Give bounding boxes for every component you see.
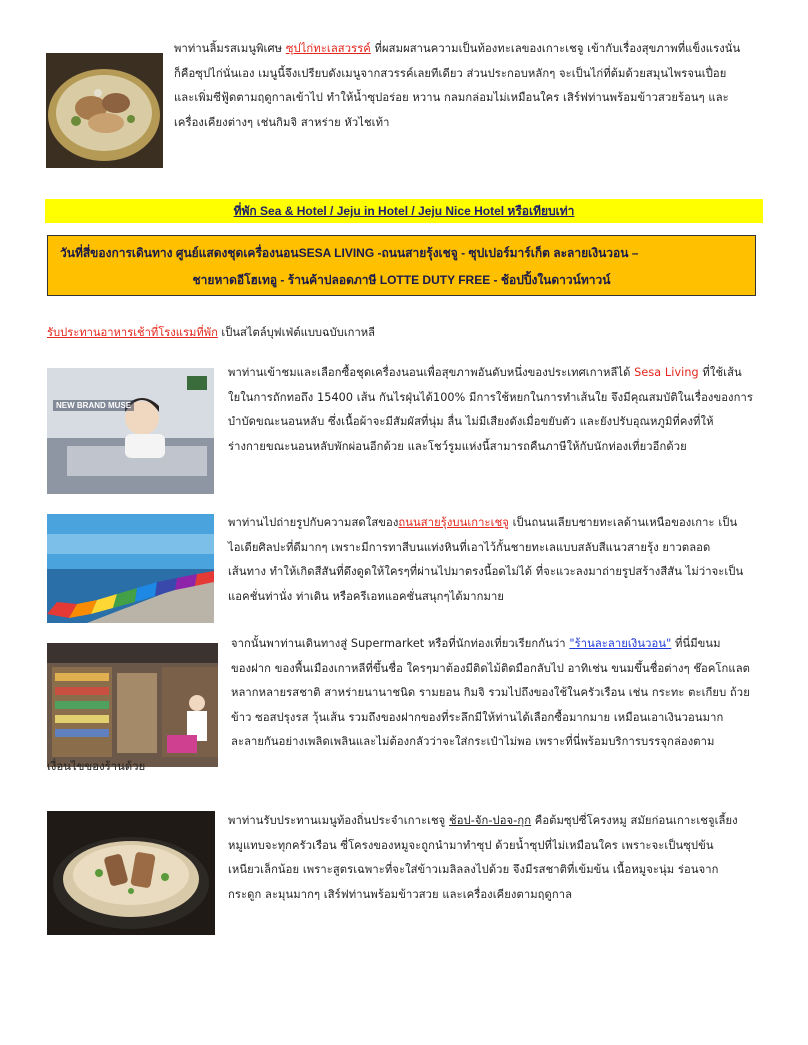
hotel-banner: ที่พัก Sea & Hotel / Jeju in Hotel / Jeju Nice Hotel หรือเทียบเท่า <box>45 199 763 223</box>
rainbow-road-description: พาท่านไปถ่ายรูปกับความสดใสของถนนสายรุ้งบนเกาะเชจู เป็นถนนเลียบชายทะเลด้านเหนือของเกาะ เป็น ไอเดียศิลปะที่ดีมากๆ เพราะมีการทาสีบนแท่งหินที่เอาไว้กั้นชายทะเลแบบสลับสีแนวสายรุ้ง ยาวตลอด เส้นทาง ทำให้เกิดสีสันที่ดึงดูดให้ใครๆที่ผ่านไปมาตรงนี้อดไม่ได้ ที่จะแวะลงมาถ่ายรูปสร้างสีสัน ไม่ว่าจะเป็น แอคชั่นท่านั่ง ท่าเดิน หรือครีเอทแอคชั่นสนุกๆได้มากมาย <box>228 516 744 603</box>
sesa-living-name: Sesa Living <box>634 366 699 379</box>
rainbow-road-photo <box>47 514 214 623</box>
chicken-soup-photo <box>46 53 163 168</box>
day-itinerary-line1: วันที่สี่ของการเดินทาง ศูนย์แสดงชุดเครื่องนอนSESA LIVING -ถนนสายรุ้งเชจู - ซุปเปอร์มาร์เก็ต ละลายเงินวอน – <box>60 246 639 260</box>
pork-rib-soup-photo <box>47 811 215 935</box>
sesa-photo-caption: NEW BRAND MUSE <box>53 400 134 411</box>
breakfast-note: รับประทานอาหารเช้าที่โรงแรมที่พัก เป็นสไตล์บุฟเฟ่ต์แบบฉบับเกาหลี <box>47 326 375 339</box>
pork-rib-soup-name: ช้อป-จัก-ปอจ-กุก <box>449 814 532 827</box>
supermarket-name: "ร้านละลายเงินวอน" <box>569 637 672 650</box>
sesa-living-description: พาท่านเข้าชมและเลือกซื้อชุดเครื่องนอนเพื่อสุขภาพอันดับหนึ่งของประเทศเกาหลีได้ Sesa Living ที่ใช้เส้น ใยในการถักทอถึง 15400 เส้น กันไรฝุ่นได้100% มีการใช้หยกในการทำเส้นใย จึงมีคุณสมบัติในเรื่องของการ บำบัดขณะนอนหลับ ซึ่งเนื้อผ้าจะมีสัมผัสที่นุ่ม ลื่น ไม่มีเสียงดังเมื่อขยับตัว และยังปรับอุณหภูมิที่คงที่ให้ ร่างกายขณะนอนหลับพักผ่อนอีกด้วย และโชว์รูมแห่งนี้สามารถคืนภาษีให้กับนักท่องเที่ยวอีกด้วย <box>228 366 753 453</box>
pork-rib-soup-description: พาท่านรับประทานเมนูท้องถิ่นประจำเกาะเชจู ช้อป-จัก-ปอจ-กุก คือต้มซุปซี่โครงหมู สมัยก่อนเกาะเชจูเลี้ยง หมูแทบจะทุกครัวเรือน ซี่โครงของหมูจะถูกนำมาทำซุป ด้วยน้ำซุปที่ไม่เหมือนใคร เพราะจะเป็นซุปข้น เหนียวเล็กน้อย เพราะสูตรเฉพาะที่จะใส่ข้าวเมลิลลงไปด้วย จึงมีรสชาติที่เข้มข้น เนื้อหมูจะนุ่ม ร่อนจาก กระดูก ละมุนมากๆ เสิร์ฟท่านพร้อมข้าวสวย และเครื่องเคียงตามฤดูกาล <box>228 814 738 901</box>
rainbow-road-name: ถนนสายรุ้งบนเกาะเชจู <box>398 516 509 529</box>
supermarket-description: จากนั้นพาท่านเดินทางสู่ Supermarket หรือที่นักท่องเที่ยวเรียกกันว่า "ร้านละลายเงินวอน" ที่นี่มีขนม ของฝาก ของพื้นเมืองเกาหลีที่ขึ้นชื่อ ใครๆมาต้องมีติดไม้ติดมือกลับไป อาทิเช่น ขนมขึ้นชื่อต่างๆ ช๊อคโกแลต หลากหลายรสชาติ สาหร่ายนานาชนิด รามยอน กิมจิ รวมไปถึงของใช้ในครัวเรือน เช่น กระทะ ตะเกียบ ถ้วย ข้าว ซอสปรุงรส วุ้นเส้น รวมถึงของฝากของที่ระลึกมีให้ท่านได้เลือกซื้อมากมาย เหมือนเอาเงินวอนมาก ละลายกันอย่างเพลิดเพลินและไม่ต้องกลัวว่าจะใส่กระเป๋าไม่พอ เพราะที่นี่พร้อมบริการบรรจุกล่องตาม เงื่อนไขของร้านด้วย <box>47 637 751 773</box>
sesa-living-photo <box>47 368 214 494</box>
breakfast-link: รับประทานอาหารเช้าที่โรงแรมที่พัก <box>47 326 218 339</box>
day-itinerary-banner <box>47 235 756 296</box>
chicken-soup-description: พาท่านลิ้มรสเมนูพิเศษ ซุปไก่ทะเลสวรรค์ ที่ผสมผสานความเป็นท้องทะเลของเกาะเชจู เข้ากับเรื่องสุขภาพที่แข็งแรงนั่น ก็คือซุปไก่นั่นเอง เมนูนี้จึงเปรียบดังเมนูจากสวรรค์เลยทีเดียว ส่วนประกอบหลักๆ จะเป็นไก่ที่ต้มด้วยสมุนไพรจนเปื่อย และเพิ่มซีฟู้ดตามฤดูกาลเข้าไป ทำให้น้ำซุปอร่อย หวาน กลมกล่อมไม่เหมือนใคร เสิร์ฟท่านพร้อมข้าวสวยร้อนๆ และ เครื่องเคียงต่างๆ เช่นกิมจิ สาหร่าย หัวไชเท้า <box>174 42 741 129</box>
day-itinerary-line2: ชายหาดอีโฮเทอู - ร้านค้าปลอดภาษี LOTTE DUTY FREE - ช้อปปิ้งในดาวน์ทาวน์ <box>192 273 611 287</box>
chicken-soup-name: ซุปไก่ทะเลสวรรค์ <box>285 42 371 55</box>
